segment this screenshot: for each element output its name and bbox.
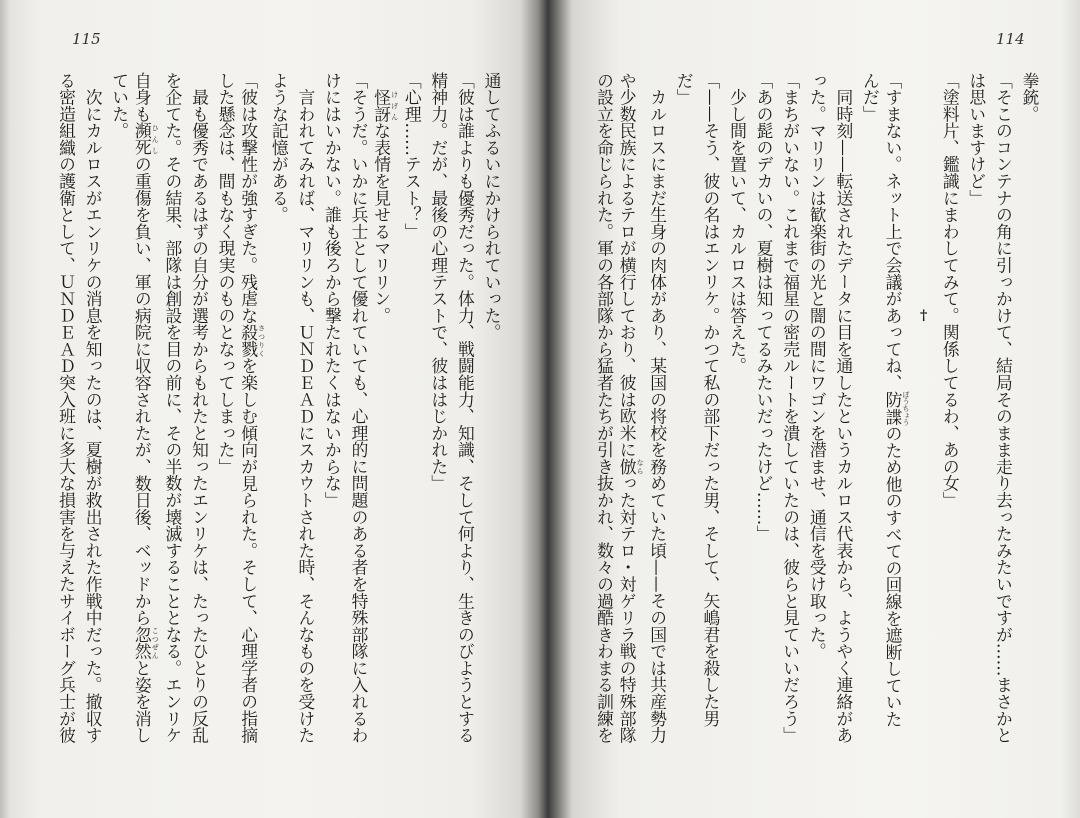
ruby-base: 殺戮 <box>238 323 259 358</box>
ruby-reading: ぼうちょう <box>902 390 911 426</box>
text-column: 最も優秀であるはずの自分が選考からもれたと知ったエンリケは、たったひとりの反乱 <box>189 72 210 744</box>
text-segment: の重傷を負い、軍の病院に収容されたが、数日後、ベッドから <box>132 155 153 627</box>
text-column: ような記憶がある。 <box>269 72 290 224</box>
text-segment <box>372 72 392 89</box>
text-segment: な表情を見せるマリリン。 <box>371 122 392 324</box>
text-column: 少し間を置いて、カルロスは答えた。 <box>727 72 748 375</box>
ruby-word <box>238 323 266 358</box>
ruby-reading: けげん <box>390 88 399 123</box>
text-column: 「彼は誰よりも優秀だった。体力、戦闘能力、知識、そして何より、生きのびようとする <box>455 72 476 744</box>
text-segment: った対テロ・対ゲリラ戦の特殊部隊 <box>617 474 638 744</box>
text-column: 「まちがいない。これまで福星の密売ルートを潰していたのは、彼らと見ていいだろう」 <box>780 72 801 744</box>
ruby-word <box>371 88 399 123</box>
ruby-word <box>132 122 160 156</box>
text-column <box>883 72 910 762</box>
text-column: 次にカルロスがエンリケの消息を知ったのは、夏樹が救出された作戦中だった。撤収す <box>83 72 104 744</box>
text-column: 精神力。だが、最後の心理テストで、彼ははじかれた」 <box>428 72 449 492</box>
ruby-base: 瀕死 <box>132 122 153 156</box>
text-segment: や少数民族によるテロが横行しており、彼は欧米に <box>617 72 638 459</box>
text-column: けにはいかない。誰も後ろから撃たれたくはないからな」 <box>322 72 343 509</box>
ruby-base: 忽然 <box>132 626 153 660</box>
text-column: 「心理……テスト？」 <box>402 72 423 240</box>
text-column: 「塗料片、鑑識にまわしてみて。関係してるわ、あの女」 <box>940 72 961 509</box>
text-segment: と姿を消し <box>132 659 153 744</box>
text-column: した懸念は、間もなく現実のものとなってしまった」 <box>216 72 237 475</box>
text-column: 言われてみれば、マリリンも、ＵＮＤＥＡＤにスカウトされた時、そんなものを受けた <box>295 72 316 744</box>
text-column <box>239 72 266 762</box>
text-column: だ」 <box>674 72 695 106</box>
text-column: る密造組織の護衛として、ＵＮＤＥＡＤ突入班に多大な損害を与えたサイボーグ兵士が彼 <box>56 72 77 744</box>
text-column: 「そうだ。いかに兵士として優れていても、心理的に問題のある者を特殊部隊に入れるわ <box>349 72 370 744</box>
ruby-reading: なら <box>636 458 645 475</box>
text-column: 通してふるいにかけられていった。 <box>482 72 502 341</box>
page-number-right: 114 <box>996 30 1025 48</box>
ruby-word <box>617 458 645 475</box>
ruby-base: 防諜 <box>883 390 904 426</box>
page-number-left: 115 <box>72 30 101 48</box>
text-segment: を楽しむ傾向が見られた。そして、心理学者の指摘 <box>238 357 259 744</box>
ruby-reading: さつりく <box>257 323 266 358</box>
ruby-base: 怪訝 <box>371 88 392 123</box>
text-column <box>133 72 160 762</box>
text-column: 「あの髭のデカいの、夏樹は知ってるみたいだったけど……」 <box>754 72 775 543</box>
text-column: んだ」 <box>860 72 881 123</box>
text-column: 「——そう、彼の名はエンリケ。かつて私の部下だった男、そして、矢嶋君を殺した男 <box>700 72 721 727</box>
text-column: った。マリリンは歓楽街の光と闇の間にワゴンを潜ませ、通信を受け取った。 <box>807 72 828 660</box>
ruby-base: 倣 <box>617 458 638 475</box>
text-column <box>618 72 645 762</box>
text-column: を企てた。その結果、部隊は創設を目の前に、その半数が壊滅することとなる。エンリケ <box>162 72 183 744</box>
scene-break-dagger: † <box>915 308 932 324</box>
ruby-reading: こつぜん <box>151 626 160 660</box>
left-page-text <box>53 72 505 762</box>
text-column: 「そこのコンテナの角に引っかけて、結局そのまま走り去ったみたいですが……まさかと <box>993 72 1014 744</box>
text-column <box>372 72 399 762</box>
ruby-word <box>132 626 160 660</box>
text-column: 拳銃。 <box>1020 72 1040 123</box>
ruby-reading: ひんし <box>151 122 160 156</box>
text-segment: 「すまない。ネット上で会議があってね、 <box>883 72 904 392</box>
right-page-text <box>591 72 1043 762</box>
text-column: カルロスにまだ生身の肉体があり、某国の将校を務めていた頃——その国では共産勢力 <box>647 72 668 744</box>
text-segment: 「彼は攻撃性が強すぎた。残虐な <box>238 72 259 324</box>
text-column: ていた。 <box>109 72 130 140</box>
text-segment: のため他のすべての回線を遮断していた <box>883 425 904 728</box>
text-segment: 自身も <box>132 72 153 123</box>
text-column: の設立を命じられた。軍の各部隊から猛者たちが引き抜かれ、数々の過酷きわまる訓練を <box>594 72 615 744</box>
ruby-word <box>883 390 911 426</box>
text-column: 同時刻——転送されたデータに目を通したというカルロス代表から、ようやく連絡があ <box>833 72 854 744</box>
text-column: は思いますけど」 <box>966 72 987 207</box>
